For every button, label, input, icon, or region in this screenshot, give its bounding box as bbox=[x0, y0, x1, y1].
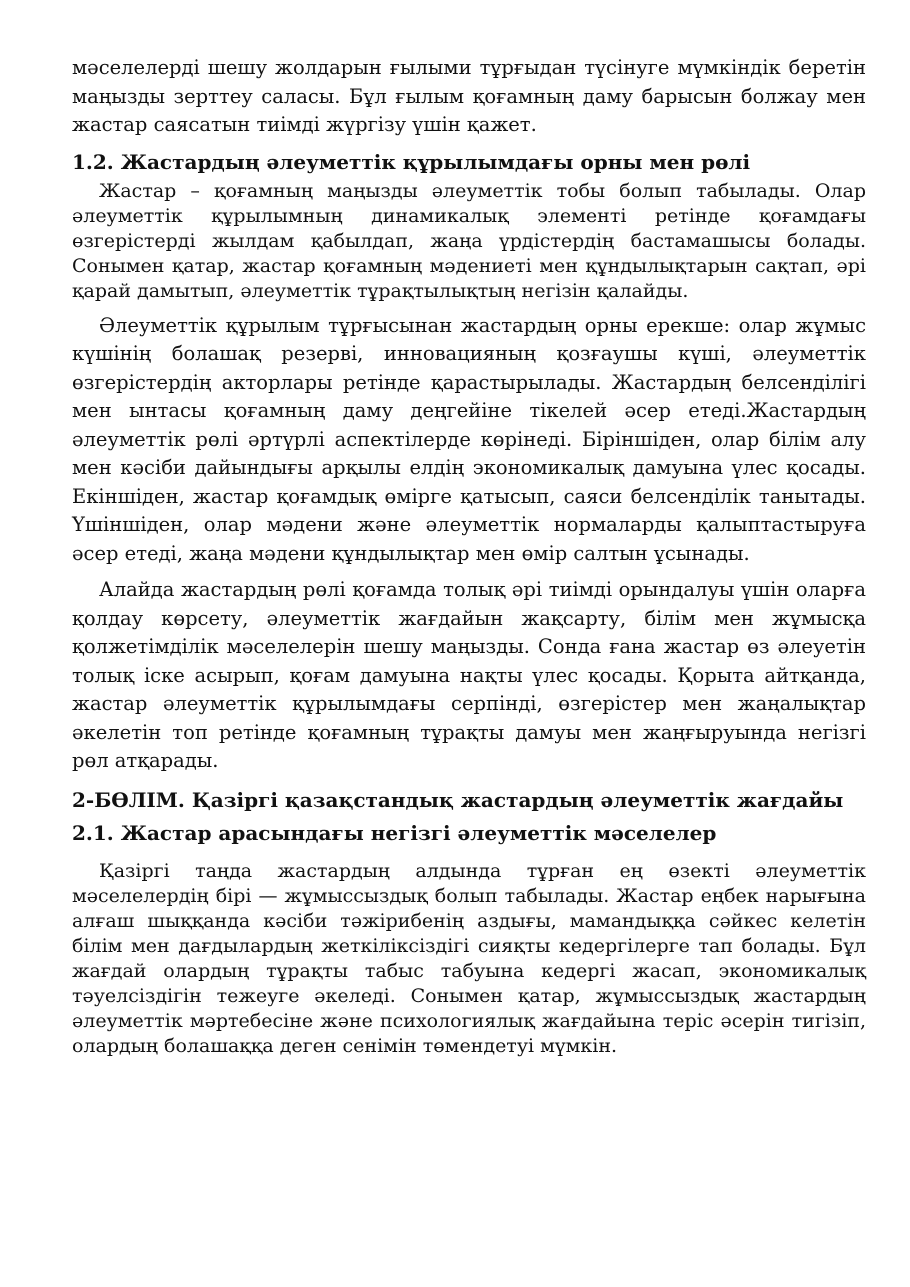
section-heading-2-1: 2.1. Жастар арасындағы негізгі әлеуметтік мәселелер bbox=[72, 820, 717, 845]
part-heading-2: 2-БӨЛІМ. Қазіргі қазақстандық жастардың әлеуметтік жағдайы bbox=[72, 787, 844, 812]
paragraph-2-1-unemployment: Қазіргі таңда жастардың алдында тұрған ең өзекті әлеуметтік мәселелердің бірі — жұмыссыздық болып табылады. Жастар еңбек нарығына алғаш шыққанда кәсіби тәжірибенің аздығы, мамандыққа сәйкес келетін білім мен дағдылардың жеткіліксіздігі сияқты кедергілерге тап болады. Бұл жағдай олардың тұрақты табыс табуына кедергі жасап, экономикалық тәуелсіздігін тежеуге әкеледі. Сонымен қатар, жұмыссыздық жастардың әлеуметтік мәртебесіне және психологиялық жағдайына теріс әсерін тигізіп, олардың болашаққа деген сенімін төмендетуі мүмкін. bbox=[72, 859, 866, 1057]
paragraph-1-2-social-structure-role: Әлеуметтік құрылым тұрғысынан жастардың орны ерекше: олар жұмыс күшінің болашақ резерві, инновацияның қозғаушы күші, әлеуметтік өзгерістердің акторлары ретінде қарастырылады. Жастардың белсенділігі мен ынтасы қоғамның даму деңгейіне тікелей әсер етеді.Жастардың әлеуметтік рөлі әртүрлі аспектілерде көрінеді. Біріншіден, олар білім алу мен кәсіби дайындығы арқылы елдің экономикалық дамуына үлес қосады. Екіншіден, жастар қоғамдық өмірге қатысып, саяси белсенділік танытады. Үшіншіден, олар мәдени және әлеуметтік нормаларды қалыптастыруға әсер етеді, жаңа мәдени құндылықтар мен өмір салтын ұсынады. bbox=[72, 313, 866, 565]
paragraph-1-2-support-conclusion: Алайда жастардың рөлі қоғамда толық әрі тиімді орындалуы үшін оларға қолдау көрсету, әлеуметтік жағдайын жақсарту, білім мен жұмысқа қолжетімділік мәселелерін шешу маңызды. Сонда ғана жастар өз әлеуетін толық іске асырып, қоғам дамуына нақты үлес қосады. Қорыта айтқанда, жастар әлеуметтік құрылымдағы серпінді, өзгерістер мен жаңалықтар әкелетін топ ретінде қоғамның тұрақты дамуы мен жаңғыруында негізгі рөл атқарады. bbox=[72, 578, 866, 772]
section-heading-1-2: 1.2. Жастардың әлеуметтік құрылымдағы орны мен рөлі bbox=[72, 149, 751, 174]
paragraph-intro-continuation: мәселелерді шешу жолдарын ғылыми тұрғыдан түсінуге мүмкіндік беретін маңызды зерттеу саласы. Бұл ғылым қоғамның даму барысын болжау мен жастар саясатын тиімді жүргізу үшін қажет. bbox=[72, 56, 866, 136]
paragraph-1-2-youth-social-group: Жастар – қоғамның маңызды әлеуметтік тобы болып табылады. Олар әлеуметтік құрылымның динамикалық элементі ретінде қоғамдағы өзгерістерді жылдам қабылдап, жаңа үрдістердің бастамашысы болады. Сонымен қатар, жастар қоғамның мәдениеті мен құндылықтарын сақтап, әрі қарай дамытып, әлеуметтік тұрақтылықтың негізін қалайды. bbox=[72, 179, 866, 302]
document-body bbox=[72, 54, 866, 1059]
